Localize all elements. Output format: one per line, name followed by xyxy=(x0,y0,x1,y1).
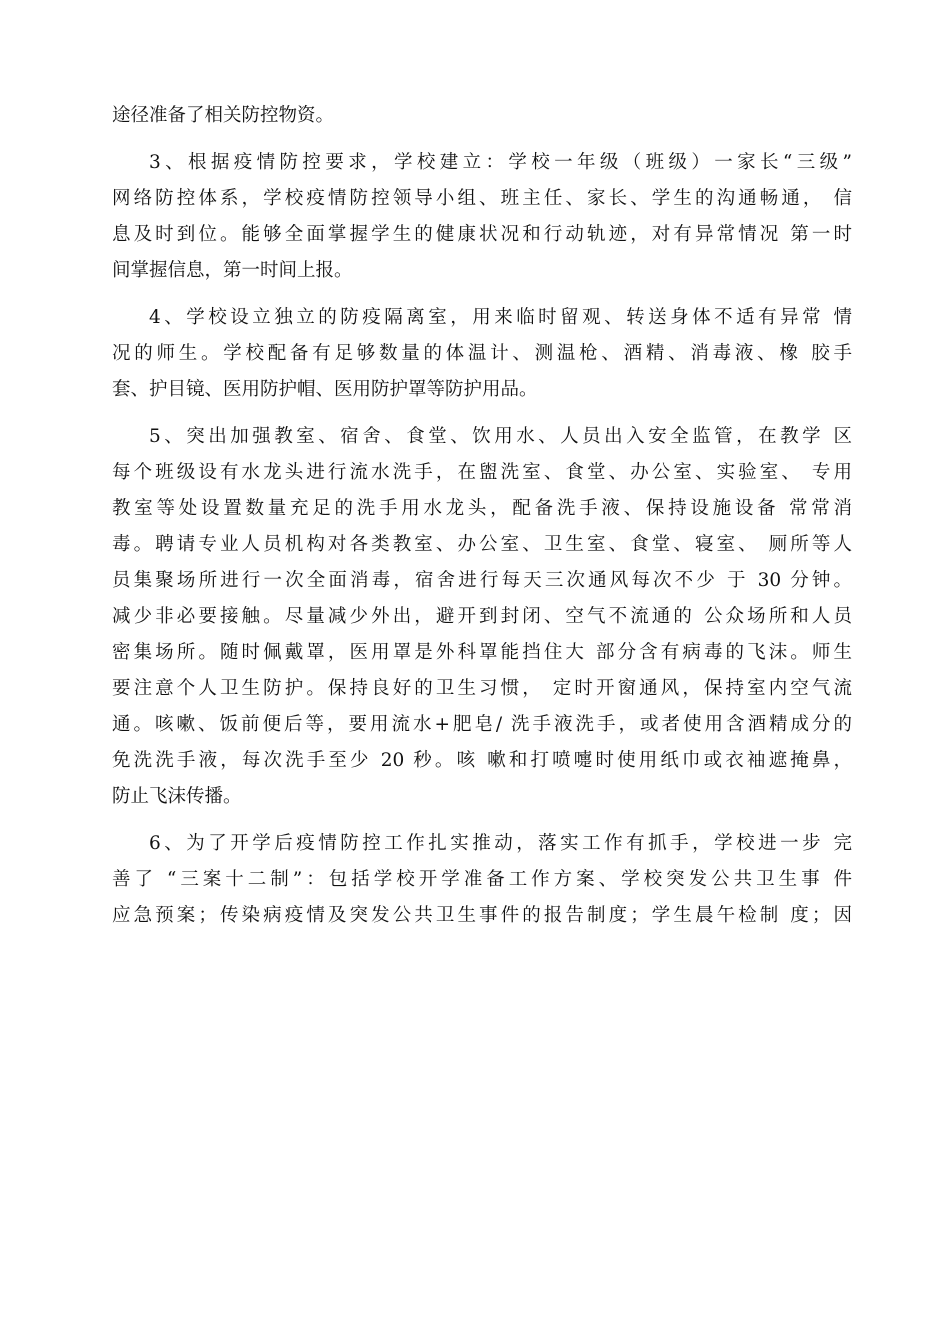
text-line: 教室等处设置数量充足的洗手用水龙头，配备洗手液、保持设施设备 常常消 xyxy=(112,498,852,519)
text-line: 6、为了开学后疫情防控工作扎实推动，落实工作有抓手，学校进一步 完 xyxy=(149,833,852,854)
document-body xyxy=(112,98,852,934)
text-line: 间掌握信息，第一时间上报。 xyxy=(112,260,353,281)
text-line: 毒。聘请专业人员机构对各类教室、办公室、卫生室、食堂、寝室、 厕所等人 xyxy=(112,534,852,555)
text-line: 员集聚场所进行一次全面消毒，宿舍进行每天三次通风每次不少 于 30 分钟。 xyxy=(112,570,852,591)
text-line: 息及时到位。能够全面掌握学生的健康状况和行动轨迹，对有异常情况 第一时 xyxy=(112,224,852,245)
text-line: 密集场所。随时佩戴罩，医用罩是外科罩能挡住大 部分含有病毒的飞沫。师生 xyxy=(112,642,852,663)
paragraph-spacing xyxy=(112,134,852,145)
text-line: 况的师生。学校配备有足够数量的体温计、测温枪、酒精、消毒液、橡 胶手 xyxy=(112,343,852,364)
paragraph-spacing xyxy=(112,408,852,419)
paragraph-6 xyxy=(112,826,852,934)
paragraph-spacing xyxy=(112,289,852,300)
text-line: 要注意个人卫生防护。保持良好的卫生习惯， 定时开窗通风，保持室内空气流 xyxy=(112,678,852,699)
text-line: 通。咳嗽、饭前便后等，要用流水+肥皂/ 洗手液洗手，或者使用含酒精成分的 xyxy=(112,714,852,735)
text-line: 套、护目镜、医用防护帽、医用防护罩等防护用品。 xyxy=(112,379,538,400)
text-line: 防止飞沫传播。 xyxy=(112,786,242,807)
text-line: 应急预案；传染病疫情及突发公共卫生事件的报告制度；学生晨午检制 度；因 xyxy=(112,905,852,926)
text-line: 网络防控体系，学校疫情防控领导小组、班主任、家长、学生的沟通畅通， 信 xyxy=(112,188,852,209)
text-line: 善了 “三案十二制”：包括学校开学准备工作方案、学校突发公共卫生事 件 xyxy=(112,869,852,890)
paragraph-spacing xyxy=(112,815,852,826)
text-line: 减少非必要接触。尽量减少外出，避开到封闭、空气不流通的 公众场所和人员 xyxy=(112,606,852,627)
text-line: 免洗洗手液，每次洗手至少 20 秒。咳 嗽和打喷嚏时使用纸巾或衣袖遮掩鼻， xyxy=(112,750,852,771)
text-line: 途径准备了相关防控物资。 xyxy=(112,105,335,126)
text-line: 每个班级设有水龙头进行流水洗手，在盥洗室、食堂、办公室、实验室、 专用 xyxy=(112,462,852,483)
paragraph-3 xyxy=(112,145,852,289)
paragraph-4 xyxy=(112,300,852,408)
paragraph-continuation xyxy=(112,98,852,134)
text-line: 5、突出加强教室、宿舍、食堂、饮用水、人员出入安全监管，在教学 区 xyxy=(149,426,852,447)
text-line: 3、根据疫情防控要求，学校建立：学校一年级（班级）一家长“三级” xyxy=(149,152,852,173)
paragraph-5 xyxy=(112,419,852,815)
text-line: 4、学校设立独立的防疫隔离室，用来临时留观、转送身体不适有异常 情 xyxy=(149,307,852,328)
